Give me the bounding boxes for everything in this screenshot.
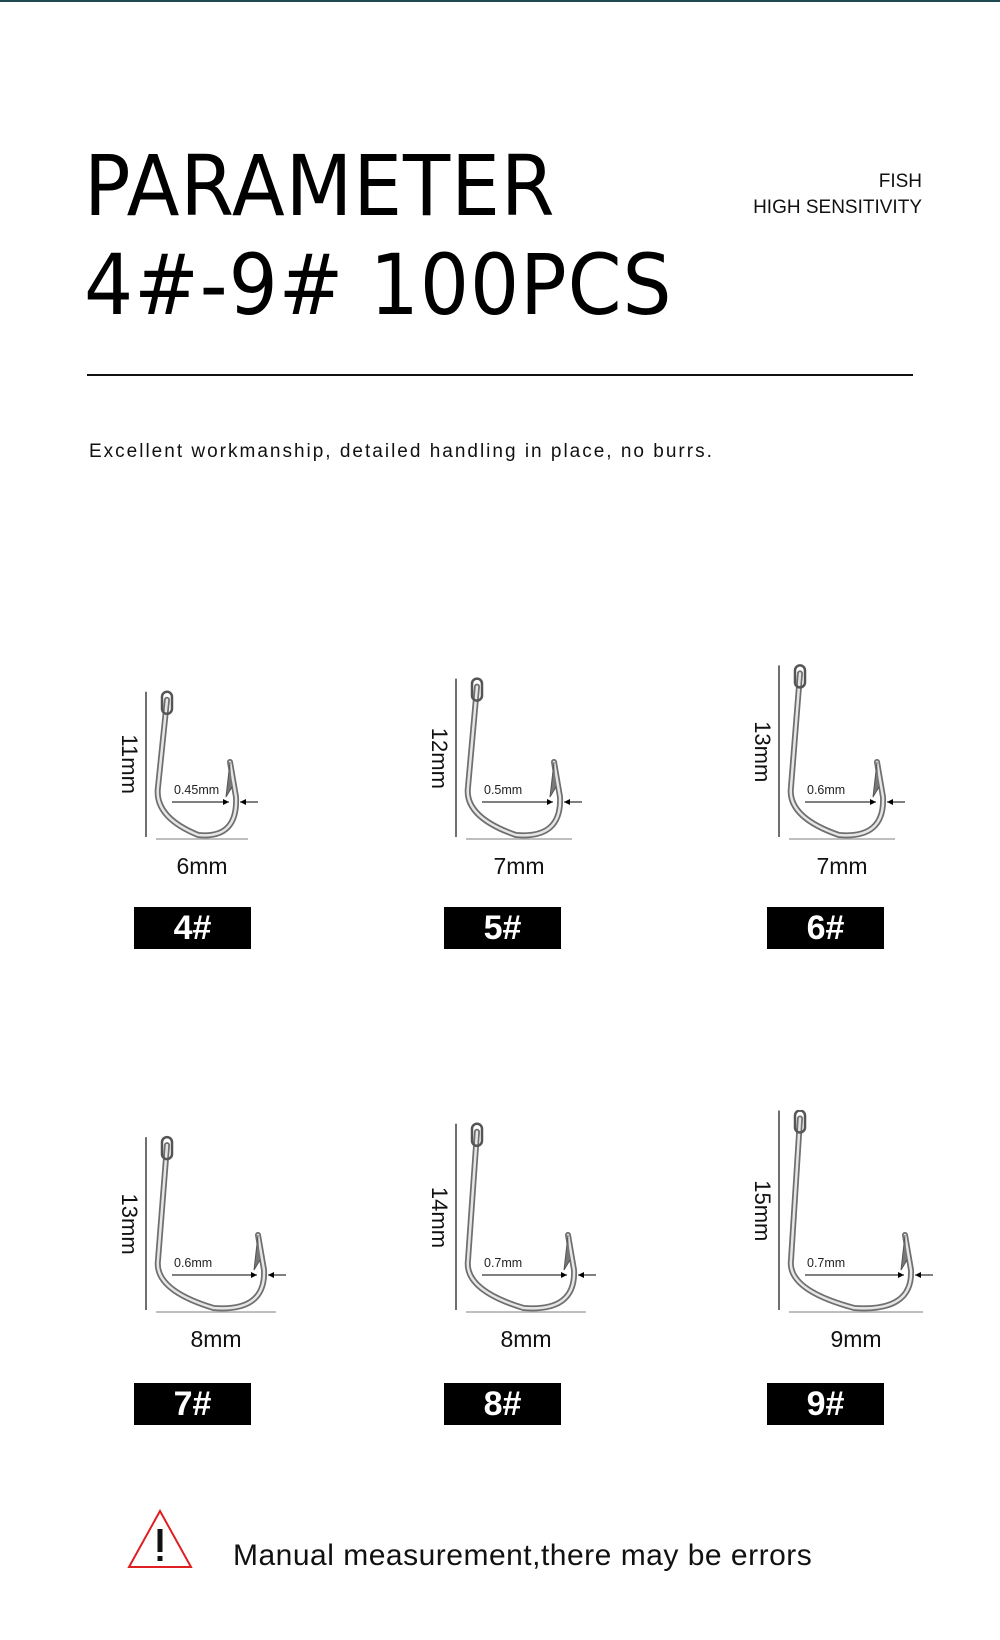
length-label: 13mm: [750, 721, 775, 783]
hook-size-badge: 5#: [444, 907, 561, 949]
length-label: 11mm: [117, 734, 142, 794]
arrowhead-icon: [223, 799, 229, 805]
wire-thickness-label: 0.7mm: [807, 1256, 846, 1270]
top-accent-bar: [0, 0, 1000, 2]
arrowhead-icon: [915, 1272, 921, 1278]
wire-thickness-label: 0.5mm: [484, 783, 523, 797]
divider: [87, 374, 913, 376]
hook-card: [62, 1110, 322, 1490]
width-label: 9mm: [830, 1326, 882, 1352]
arrowhead-icon: [561, 1272, 567, 1278]
hook-card: [372, 640, 632, 1020]
hook-highlight: [791, 1119, 911, 1309]
width-label: 8mm: [500, 1326, 552, 1352]
hook-diagram: [695, 640, 955, 880]
warning-triangle-icon: [126, 1508, 194, 1570]
page-title: PARAMETER: [84, 137, 556, 235]
hook-highlight: [468, 687, 560, 836]
length-label: 14mm: [427, 1186, 452, 1249]
hook-shape: [158, 700, 236, 836]
hook-card: [695, 640, 955, 1020]
hook-shape: [468, 687, 560, 836]
arrowhead-icon: [578, 1272, 584, 1278]
width-label: 8mm: [190, 1326, 242, 1352]
hook-card: [62, 640, 322, 1020]
hook-diagram: [62, 640, 322, 880]
description: Excellent workmanship, detailed handling in place, no burrs.: [89, 441, 714, 462]
hook-shape: [158, 1145, 264, 1308]
hook-shape: [468, 1132, 574, 1309]
length-label: 13mm: [117, 1193, 142, 1255]
arrowhead-icon: [887, 799, 893, 805]
length-label: 15mm: [750, 1180, 775, 1242]
width-label: 7mm: [493, 853, 545, 879]
wire-thickness-label: 0.45mm: [174, 783, 220, 797]
arrowhead-icon: [251, 1272, 257, 1278]
arrowhead-icon: [240, 799, 246, 805]
wire-thickness-label: 0.6mm: [807, 783, 846, 797]
tag-sensitivity: HIGH SENSITIVITY: [753, 197, 922, 218]
hook-highlight: [468, 1132, 574, 1309]
warning-text: Manual measurement,there may be errors: [233, 1539, 813, 1572]
arrowhead-icon: [564, 799, 570, 805]
arrowhead-icon: [268, 1272, 274, 1278]
hook-size-badge: 4#: [134, 907, 251, 949]
width-label: 6mm: [176, 853, 228, 879]
hook-size-badge: 8#: [444, 1383, 561, 1425]
wire-thickness-label: 0.7mm: [484, 1256, 523, 1270]
hook-shape: [791, 673, 883, 835]
hook-diagram: [62, 1110, 322, 1350]
arrowhead-icon: [547, 799, 553, 805]
hook-shape: [791, 1119, 911, 1309]
hook-diagram: [372, 640, 632, 880]
hook-size-badge: 6#: [767, 907, 884, 949]
hook-card: [695, 1110, 955, 1490]
wire-thickness-label: 0.6mm: [174, 1256, 213, 1270]
hook-size-badge: 9#: [767, 1383, 884, 1425]
arrowhead-icon: [870, 799, 876, 805]
hook-card: [372, 1110, 632, 1490]
hook-diagram: [372, 1110, 632, 1350]
tag-fish: FISH: [878, 171, 922, 192]
page-subtitle: 4#-9# 100PCS: [84, 236, 673, 334]
length-label: 12mm: [427, 727, 452, 789]
hook-highlight: [791, 673, 883, 835]
hook-size-badge: 7#: [134, 1383, 251, 1425]
width-label: 7mm: [816, 853, 868, 879]
hook-diagram: [695, 1110, 955, 1350]
hook-highlight: [158, 1145, 264, 1308]
arrowhead-icon: [898, 1272, 904, 1278]
